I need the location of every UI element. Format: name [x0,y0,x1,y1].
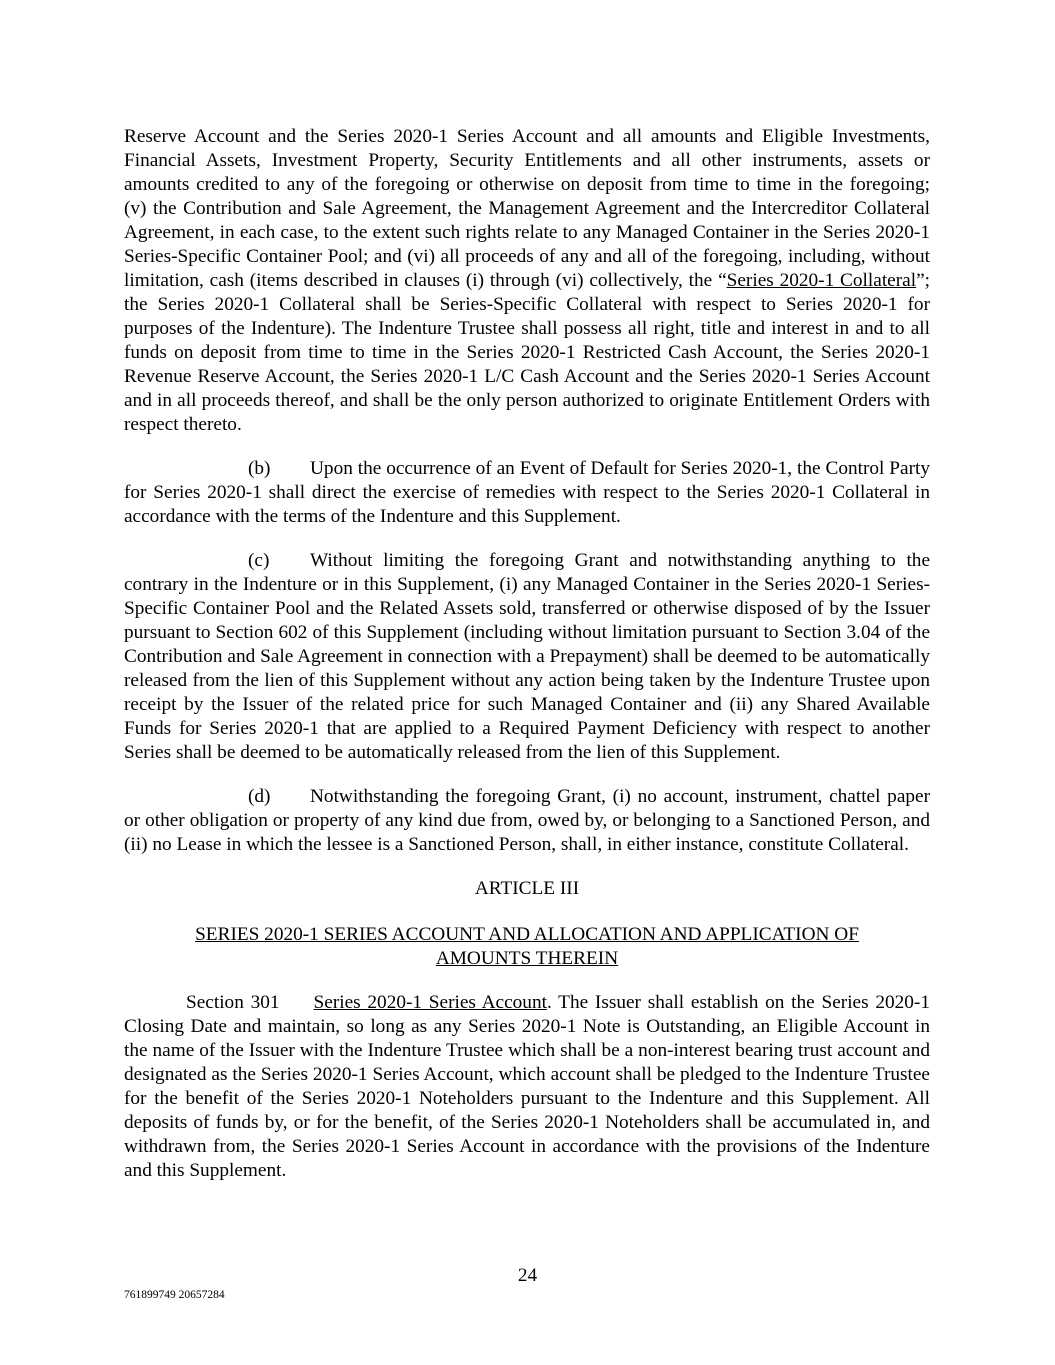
paragraph-a-continuation [124,125,930,437]
document-id: 761899749 20657284 [124,1289,225,1301]
paragraph-b [124,457,930,529]
defined-term-series-collateral: Series 2020-1 Collateral [726,270,917,291]
paragraph-c [124,549,930,765]
paragraph-b-label: (b) [248,458,271,479]
article-title: SERIES 2020-1 SERIES ACCOUNT AND ALLOCATION AND APPLICATION OF AMOUNTS THEREIN [195,924,859,969]
paragraph-a-text-after: ”; the Series 2020-1 Collateral shall be Series-Specific Collateral with respect to Series 2020-1 for purposes of the Indenture). The Indenture Trustee shall possess all right, title and interest in and to all funds on deposit from time to time in the Series 2020-1 Restricted Cash Account, the Series 2020-1 Revenue Reserve Account, the Series 2020-1 L/C Cash Account and the Series 2020-1 Series Account and in all proceeds thereof, and shall be the only person authorized to originate Entitlement Orders with respect thereto. [124,270,930,435]
document-page [124,125,930,1183]
paragraph-c-text: Without limiting the foregoing Grant and notwithstanding anything to the contrary in the Indenture or in this Supplement, (i) any Managed Container in the Series 2020-1 Series-Specific Container Pool and the Related Assets sold, transferred or otherwise disposed of by the Issuer pursuant to Section 602 of this Supplement (including without limitation pursuant to Section 3.04 of the Contribution and Sale Agreement in connection with a Prepayment) shall be deemed to be automatically released from the lien of this Supplement without any action being taken by the Indenture Trustee upon receipt by the Issuer of the related price for such Managed Container and (ii) any Shared Available Funds for Series 2020-1 that are applied to a Required Payment Deficiency with respect to another Series shall be deemed to be automatically released from the lien of this Supplement. [124,550,930,763]
section-301 [124,991,930,1183]
paragraph-b-text: Upon the occurrence of an Event of Default for Series 2020-1, the Control Party for Series 2020-1 shall direct the exercise of remedies with respect to the Series 2020-1 Collateral in accordance with the terms of the Indenture and this Supplement. [124,458,930,527]
paragraph-c-label: (c) [248,550,270,571]
paragraph-a-text-before: Reserve Account and the Series 2020-1 Series Account and all amounts and Eligible Investments, Financial Assets, Investment Property, Security Entitlements and all other instruments, assets or amounts credited to any of the foregoing or otherwise on deposit from time to time in the foregoing; (v) the Contribution and Sale Agreement, the Management Agreement and the Intercreditor Collateral Agreement, in each case, to the extent such rights relate to any Managed Container in the Series 2020-1 Series-Specific Container Pool; and (vi) all proceeds of any and all of the foregoing, including, without limitation, cash (items described in clauses (i) through (vi) collectively, the “ [124,126,930,291]
paragraph-d [124,785,930,857]
paragraph-d-label: (d) [248,786,271,807]
section-301-caption: Series 2020-1 Series Account [313,992,547,1013]
article-heading: ARTICLE III [474,878,580,899]
paragraph-d-text: Notwithstanding the foregoing Grant, (i) no account, instrument, chattel paper or other obligation or property of any kind due from, owed by, or belonging to a Sanctioned Person, and (ii) no Lease in which the lessee is a Sanctioned Person, shall, in either instance, constitute Collateral. [124,786,930,855]
section-301-number: Section 301 [186,992,280,1013]
section-301-text: . The Issuer shall establish on the Series 2020-1 Closing Date and maintain, so long as any Series 2020-1 Note is Outstanding, an Eligible Account in the name of the Issuer with the Indenture Trustee which shall be a non-interest bearing trust account and designated as the Series 2020-1 Series Account, which account shall be pledged to the Indenture Trustee for the benefit of the Series 2020-1 Noteholders pursuant to the Indenture and this Supplement. All deposits of funds by, or for the benefit, of the Series 2020-1 Noteholders shall be accumulated in, and withdrawn from, the Series 2020-1 Series Account in accordance with the provisions of the Indenture and this Supplement. [124,992,930,1181]
page-number: 24 [517,1265,538,1286]
